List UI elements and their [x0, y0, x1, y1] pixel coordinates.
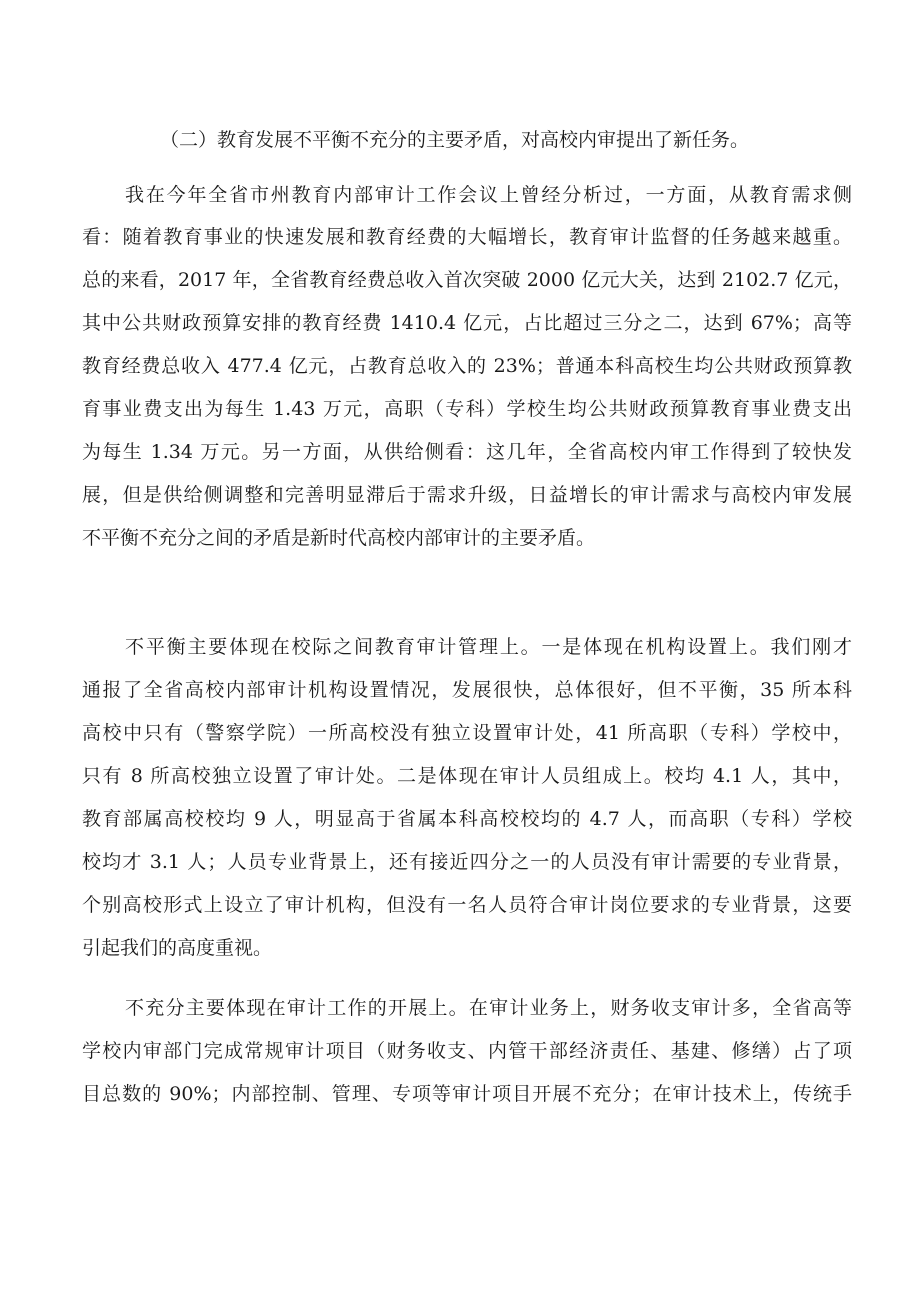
paragraph-1-line-3: 总的来看，2017 年，全省教育经费总收入首次突破 2000 亿元大关，达到 2102.7 亿元，	[82, 269, 852, 291]
paragraph-1-line-7: 为每生 1.34 万元。另一方面，从供给侧看：这几年，全省高校内审工作得到了较快发	[82, 441, 852, 463]
paragraph-1-line-8: 展，但是供给侧调整和完善明显滞后于需求升级，日益增长的审计需求与高校内审发展	[82, 484, 852, 506]
paragraph-1-line-5: 教育经费总收入 477.4 亿元，占教育总收入的 23%；普通本科高校生均公共财政预算教	[82, 355, 852, 377]
paragraph-1-line-6: 育事业费支出为每生 1.43 万元，高职（专科）学校生均公共财政预算教育事业费支出	[82, 398, 852, 420]
paragraph-1-line-9: 不平衡不充分之间的矛盾是新时代高校内部审计的主要矛盾。	[82, 527, 596, 549]
paragraph-2-line-6: 校均才 3.1 人；人员专业背景上，还有接近四分之一的人员没有审计需要的专业背景，	[82, 851, 852, 873]
paragraph-2-line-5: 教育部属高校校均 9 人，明显高于省属本科高校校均的 4.7 人，而高职（专科）学校	[82, 808, 852, 830]
paragraph-3-line-1: 不充分主要体现在审计工作的开展上。在审计业务上，财务收支审计多，全省高等	[125, 997, 852, 1019]
paragraph-2-line-3: 高校中只有（警察学院）一所高校没有独立设置审计处，41 所高职（专科）学校中，	[82, 722, 852, 744]
paragraph-3-line-2: 学校内审部门完成常规审计项目（财务收支、内管干部经济责任、基建、修缮）占了项	[82, 1040, 852, 1062]
section-heading: （二）教育发展不平衡不充分的主要矛盾，对高校内审提出了新任务。	[160, 129, 750, 151]
paragraph-1-line-2: 看：随着教育事业的快速发展和教育经费的大幅增长，教育审计监督的任务越来越重。	[82, 226, 852, 248]
paragraph-2-line-7: 个别高校形式上设立了审计机构，但没有一名人员符合审计岗位要求的专业背景，这要	[82, 894, 852, 916]
paragraph-1-line-4: 其中公共财政预算安排的教育经费 1410.4 亿元，占比超过三分之二，达到 67%；高等	[82, 312, 852, 334]
paragraph-3-line-3: 目总数的 90%；内部控制、管理、专项等审计项目开展不充分；在审计技术上，传统手	[82, 1083, 852, 1105]
paragraph-2-line-8: 引起我们的高度重视。	[82, 937, 273, 959]
paragraph-2-line-2: 通报了全省高校内部审计机构设置情况，发展很快，总体很好，但不平衡，35 所本科	[82, 679, 852, 701]
paragraph-2-line-4: 只有 8 所高校独立设置了审计处。二是体现在审计人员组成上。校均 4.1 人，其中，	[82, 765, 852, 787]
paragraph-1-line-1: 我在今年全省市州教育内部审计工作会议上曾经分析过，一方面，从教育需求侧	[125, 184, 852, 206]
paragraph-2-line-1: 不平衡主要体现在校际之间教育审计管理上。一是体现在机构设置上。我们刚才	[125, 636, 852, 658]
